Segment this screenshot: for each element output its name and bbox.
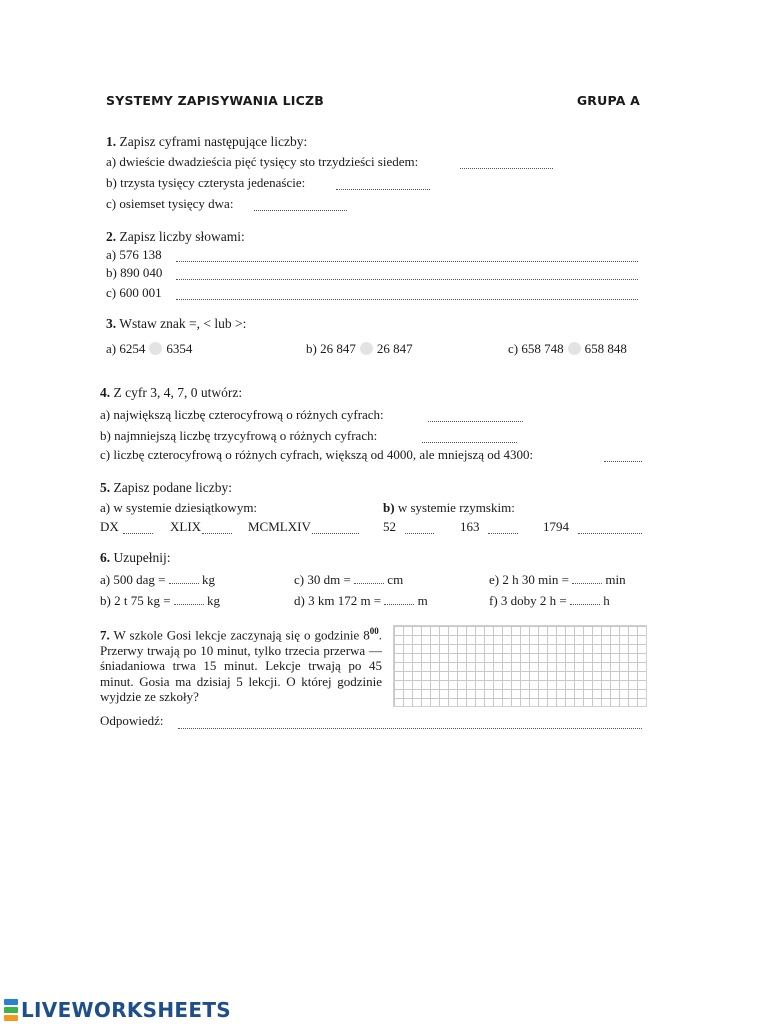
task4-title: 4. Z cyfr 3, 4, 7, 0 utwórz: (100, 385, 243, 400)
task5-title: 5. Zapisz podane liczby: (100, 480, 232, 495)
roman-2-answer[interactable] (202, 532, 232, 534)
task3-pair-c: c) 658 748 658 848 (508, 341, 627, 356)
decimal-2-answer[interactable] (488, 532, 518, 534)
roman-1: DX (100, 519, 119, 534)
task3-pair-a: a) 6254 6354 (106, 341, 193, 356)
task5-sub-b: b) w systemie rzymskim: (383, 500, 515, 515)
compare-circle-c[interactable] (568, 342, 581, 355)
task2-title: 2. Zapisz liczby słowami: (106, 229, 245, 244)
liveworksheets-logo-icon (4, 999, 18, 1021)
task1-answer-c[interactable] (254, 209, 347, 211)
task6-item-d: d) 3 km 172 m = m (294, 593, 428, 608)
task1-answer-b[interactable] (336, 188, 430, 190)
group-label: GRUPA A (576, 93, 640, 108)
task6-answer-c[interactable] (354, 571, 384, 584)
task2-item-a: a) 576 138 (106, 247, 162, 262)
task3-pair-b: b) 26 847 26 847 (306, 341, 413, 356)
task2-item-c: c) 600 001 (106, 285, 162, 300)
decimal-2: 163 (460, 519, 480, 534)
task1-item-a: a) dwieście dwadzieścia pięć tysięcy sto trzydzieści siedem: (106, 154, 419, 169)
scratch-grid (393, 625, 647, 707)
task5-sub-a: a) w systemie dziesiątkowym: (100, 500, 258, 515)
task6-answer-f[interactable] (570, 592, 600, 605)
task6-item-c: c) 30 dm = cm (294, 572, 404, 587)
brand-name: LIVEWORKSHEETS (21, 998, 232, 1022)
task6-answer-a[interactable] (169, 571, 199, 584)
task1-answer-a[interactable] (460, 167, 553, 169)
roman-2: XLIX (170, 519, 202, 534)
compare-circle-b[interactable] (360, 342, 373, 355)
task1-title: 1. Zapisz cyframi następujące liczby: (106, 134, 308, 149)
roman-1-answer[interactable] (123, 532, 153, 534)
task7-answer-field[interactable] (178, 727, 642, 729)
task6-answer-b[interactable] (174, 592, 204, 605)
task4-answer-a[interactable] (428, 420, 523, 422)
task6-item-a: a) 500 dag = kg (100, 572, 215, 587)
decimal-1-answer[interactable] (405, 532, 434, 534)
worksheet-title: SYSTEMY ZAPISYWANIA LICZB (106, 93, 324, 108)
task6-answer-e[interactable] (572, 571, 602, 584)
roman-3: MCMLXIV (248, 519, 311, 534)
task4-item-c: c) liczbę czterocyfrową o różnych cyfrach, większą od 4000, ale mniejszą od 4300: (100, 447, 534, 462)
task3-title: 3. Wstaw znak =, < lub >: (106, 316, 247, 331)
worksheet-header (106, 93, 640, 108)
task6-item-f: f) 3 doby 2 h = h (489, 593, 610, 608)
task1-item-b: b) trzysta tysięcy czterysta jedenaście: (106, 175, 306, 190)
task1-item-c: c) osiemset tysięcy dwa: (106, 196, 234, 211)
task4-answer-c[interactable] (604, 460, 642, 462)
decimal-3: 1794 (543, 519, 569, 534)
decimal-3-answer[interactable] (578, 532, 642, 534)
task2-answer-a[interactable] (176, 260, 638, 262)
compare-circle-a[interactable] (149, 342, 162, 355)
roman-3-answer[interactable] (312, 532, 359, 534)
task2-item-b: b) 890 040 (106, 265, 163, 280)
task2-answer-c[interactable] (176, 298, 638, 300)
task6-item-b: b) 2 t 75 kg = kg (100, 593, 221, 608)
task7-text: 7. W szkole Gosi lekcje zaczynają się o godzinie $8^{00}$. Przerwy trwają po 10 minut, tylko trzecia przerwa — śniadaniowa trwa 15 minut. Lekcje trwają po 45 minut. Gosia ma dzisiaj 5 lekcji. O której godzinie wyjdzie ze szkoły? (100, 626, 382, 704)
task6-answer-d[interactable] (384, 592, 414, 605)
task6-item-e: e) 2 h 30 min = min (489, 572, 626, 587)
decimal-1: 52 (383, 519, 396, 534)
task6-title: 6. Uzupełnij: (100, 550, 171, 565)
task4-answer-b[interactable] (422, 441, 517, 443)
liveworksheets-logo (4, 998, 231, 1022)
task4-item-a: a) największą liczbę czterocyfrową o różnych cyfrach: (100, 407, 384, 422)
task2-answer-b[interactable] (176, 278, 638, 280)
task4-item-b: b) najmniejszą liczbę trzycyfrową o różnych cyfrach: (100, 428, 378, 443)
task7-answer-label: Odpowiedź: (100, 713, 164, 728)
